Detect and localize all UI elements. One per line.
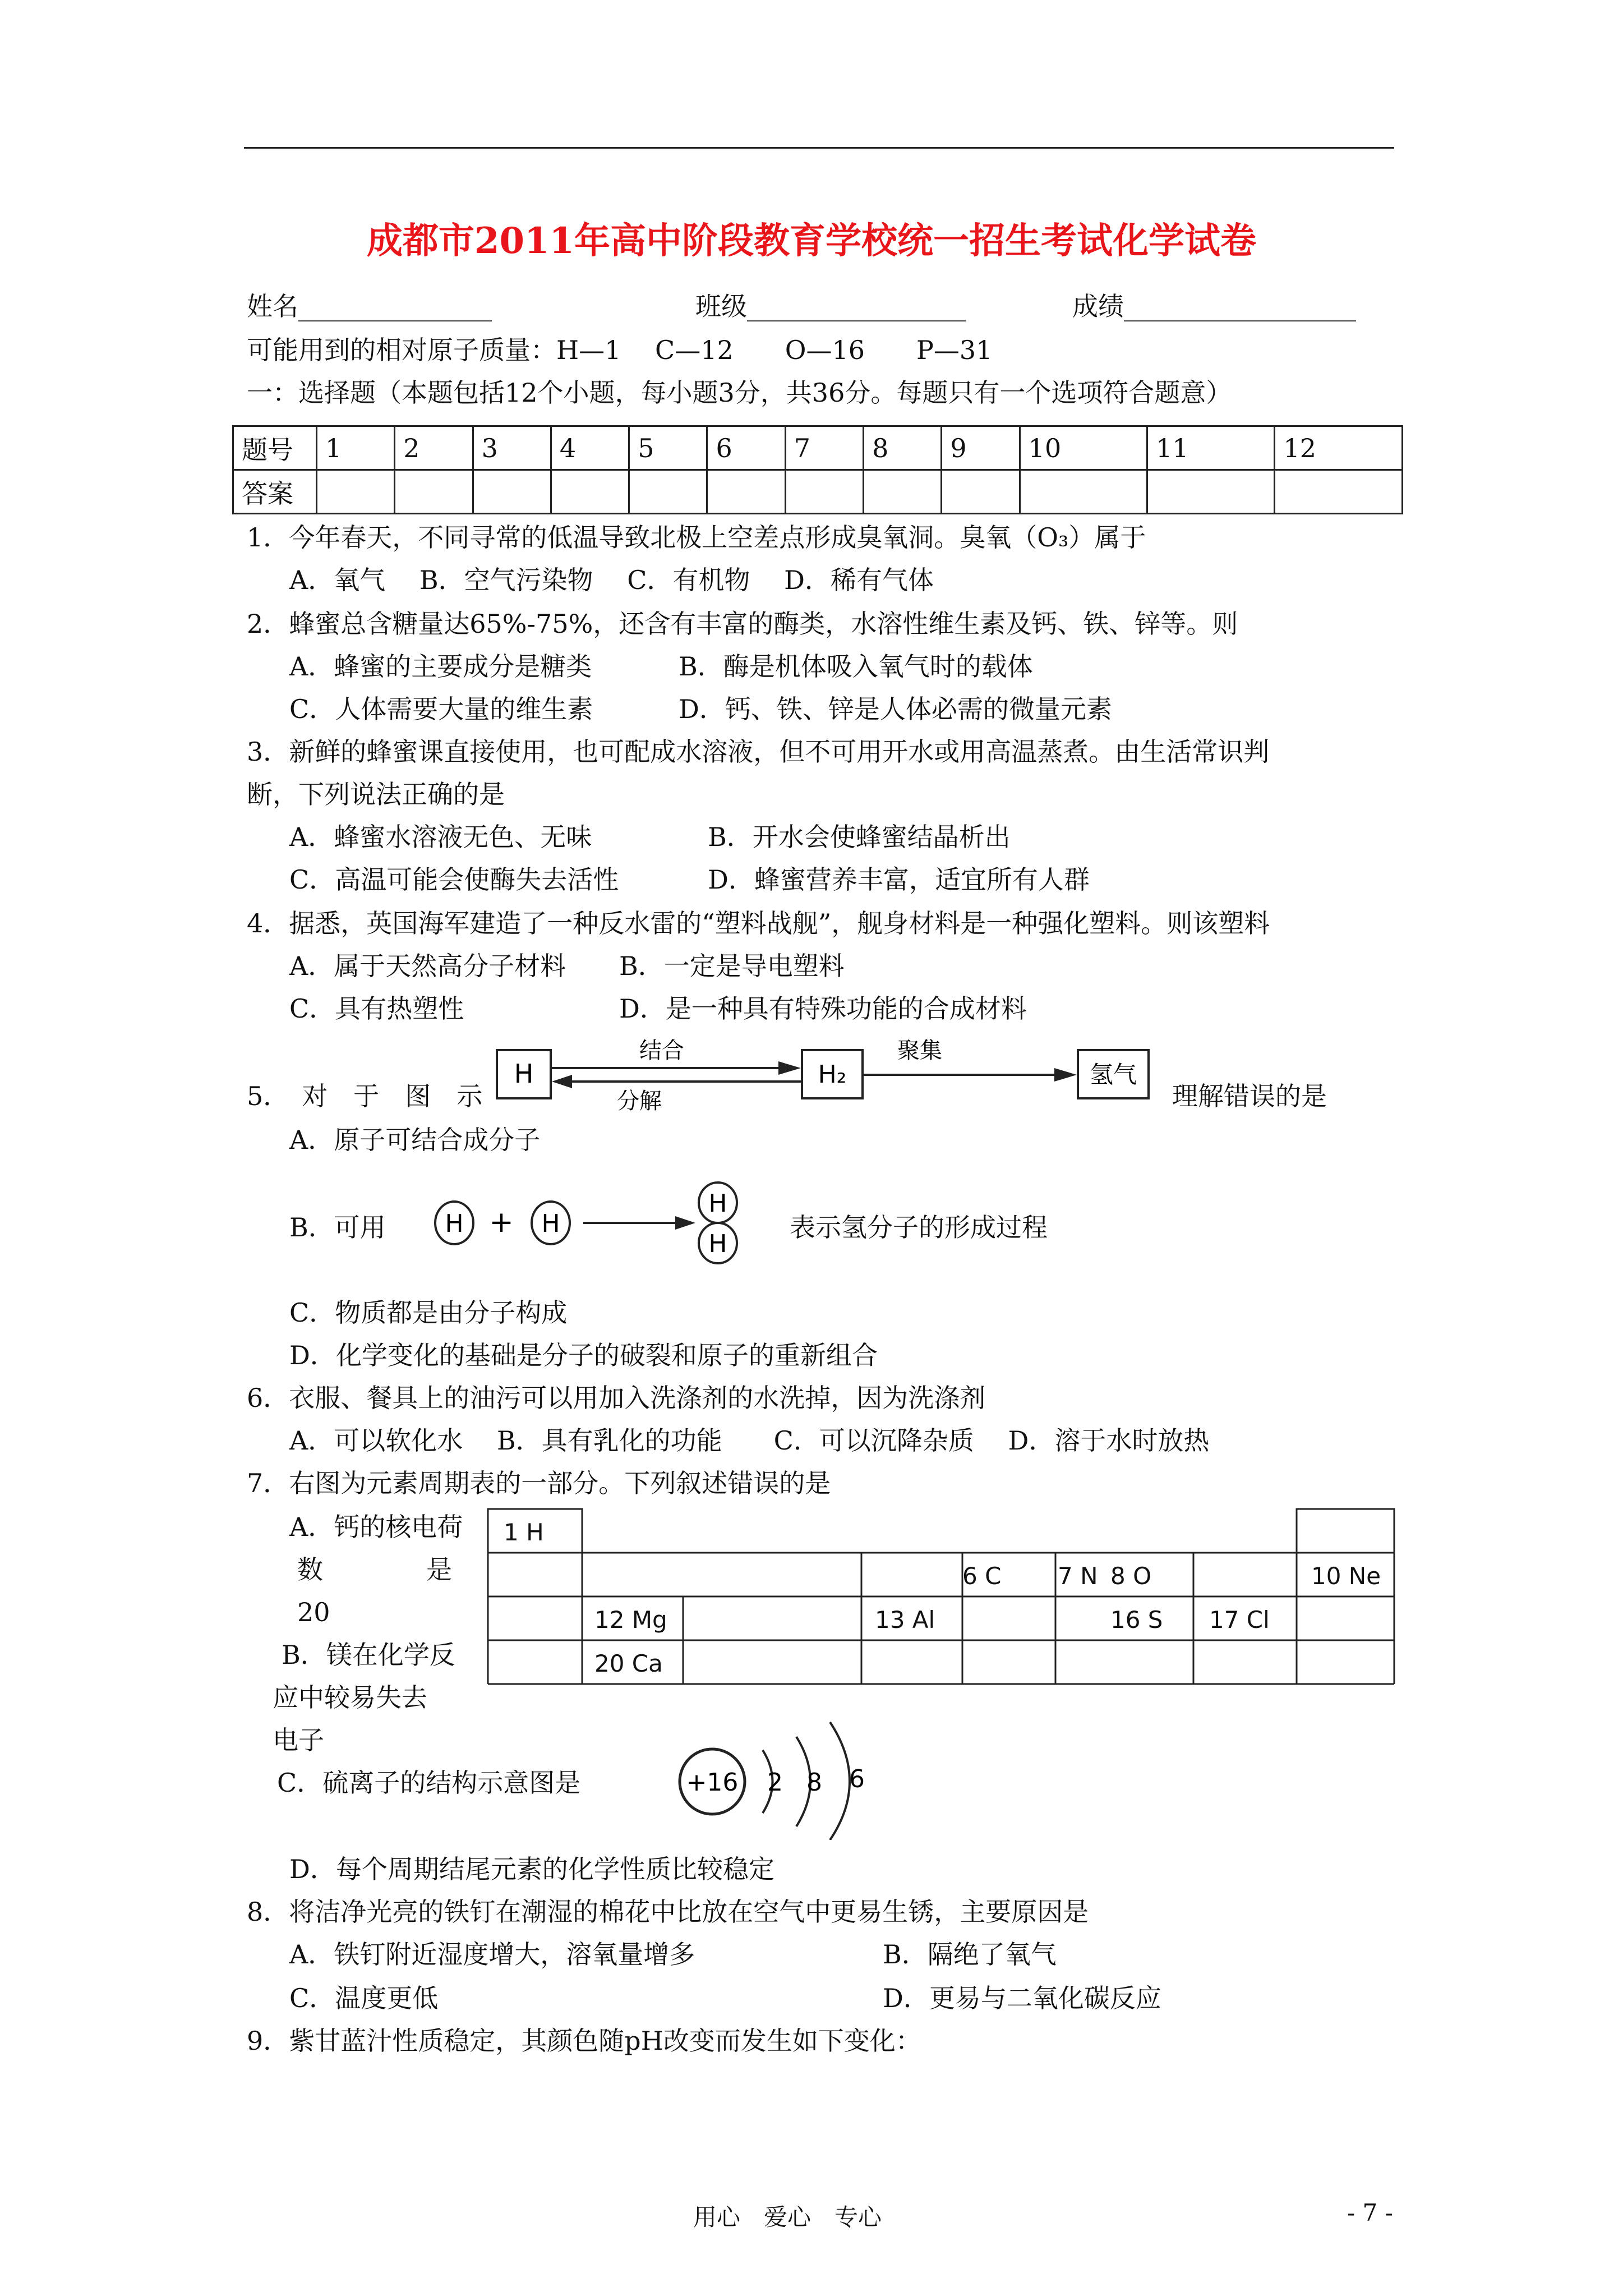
question-number: 5 [629, 426, 707, 470]
q5-option-d: D．化学变化的基础是分子的破裂和原子的重新组合 [289, 1340, 878, 1370]
q8-option-b: B．隔绝了氧气 [883, 1939, 1057, 1970]
question-number: 8 [864, 426, 942, 470]
q5-stem: 5． 对 于 图 示 [247, 1081, 483, 1111]
answer-cell[interactable] [1020, 470, 1147, 514]
question-number: 6 [707, 426, 785, 470]
shell-electron-count: 2 [767, 1768, 783, 1797]
q1-stem: 1．今年春天，不同寻常的低温导致北极上空差点形成臭氧洞。臭氧（O₃）属于 [247, 522, 1146, 553]
question-number: 9 [942, 426, 1020, 470]
q8-stem: 8．将洁净光亮的铁钉在潮湿的棉花中比放在空气中更易生锈，主要原因是 [247, 1897, 1089, 1927]
question-number: 7 [785, 426, 863, 470]
periodic-table-fragment [487, 1508, 1407, 1702]
q3-stem: 3．新鲜的蜂蜜课直接使用，也可配成水溶液，但不可用开水或用高温蒸煮。由生活常识判 [247, 737, 1270, 767]
footer-motto: 用心 爱心 专心 [693, 2203, 882, 2231]
hydrogen-flow-diagram [494, 1037, 1150, 1115]
q3-option-b: B．开水会使蜂蜜结晶析出 [708, 822, 1011, 852]
diagram-label-decompose: 分解 [617, 1088, 662, 1114]
q4-option-a: A．属于天然高分子材料 [289, 951, 566, 981]
gather-arrowhead [1054, 1068, 1077, 1082]
electron-shell [830, 1722, 850, 1840]
page-title: 成都市2011年高中阶段教育学校统一招生考试化学试卷 [366, 220, 1257, 262]
q7-stem: 7．右图为元素周期表的一部分。下列叙述错误的是 [247, 1468, 831, 1498]
question-number: 4 [551, 426, 629, 470]
q8-option-a: A．铁钉附近湿度增大，溶氧量增多 [289, 1939, 695, 1970]
q6-options: A．可以软化水 B．具有乳化的功能 C．可以沉降杂质 D．溶于水时放热 [289, 1425, 1210, 1456]
question-number: 1 [317, 426, 395, 470]
question-number: 2 [395, 426, 473, 470]
decompose-arrowhead [552, 1075, 572, 1088]
score-field: 成绩__________________ [1072, 291, 1356, 321]
q7-option-b-line1: B．镁在化学反 [282, 1640, 455, 1670]
element-hydrogen: 1 H [504, 1519, 544, 1546]
name-field: 姓名_______________ [247, 291, 492, 321]
q2-option-c: C．人体需要大量的维生素 [289, 694, 593, 724]
answer-cell[interactable] [473, 470, 551, 514]
q3-option-c: C．高温可能会使酶失去活性 [289, 864, 619, 895]
element-aluminium: 13 Al [875, 1606, 935, 1634]
element-chlorine: 17 Cl [1209, 1606, 1270, 1634]
question-number: 3 [473, 426, 551, 470]
atom-label: H [708, 1230, 727, 1258]
q7-option-a-line2: 数 是 [297, 1554, 452, 1585]
element-carbon: 6 C [962, 1562, 1002, 1590]
answer-cell[interactable] [551, 470, 629, 514]
section-heading: 一：选择题（本题包括12个小题，每小题3分，共36分。每题只有一个选项符合题意） [247, 378, 1232, 408]
q7-option-a-line1: A．钙的核电荷 [289, 1512, 463, 1542]
sulfur-ion-structure-diagram [667, 1711, 892, 1840]
page-number: - 7 - [1347, 2199, 1393, 2226]
table-row-label: 答案 [233, 470, 317, 514]
atom-label: H [541, 1209, 560, 1238]
q5-option-a: A．原子可结合成分子 [289, 1125, 541, 1155]
q7-option-c: C．硫离子的结构示意图是 [277, 1768, 581, 1798]
shell-electron-count: 6 [849, 1765, 865, 1793]
q5-stem-end: 理解错误的是 [1172, 1081, 1327, 1111]
answer-cell[interactable] [1275, 470, 1403, 514]
nucleus-charge: +16 [686, 1768, 739, 1797]
question-number: 11 [1147, 426, 1275, 470]
table-row-label: 题号 [233, 426, 317, 470]
q2-stem: 2．蜂蜜总含糖量达65%-75%，还含有丰富的酶类，水溶性维生素及钙、铁、锌等。则 [247, 609, 1238, 639]
q9-stem: 9．紫甘蓝汁性质稳定，其颜色随pH改变而发生如下变化： [247, 2026, 921, 2056]
answer-cell[interactable] [864, 470, 942, 514]
question-number: 12 [1275, 426, 1403, 470]
question-number: 10 [1020, 426, 1147, 470]
q1-options: A．氧气 B．空气污染物 C．有机物 D．稀有气体 [289, 565, 934, 595]
answer-table [232, 425, 1403, 514]
atomic-mass-line: 可能用到的相对原子质量：H—1 C—12 O—16 P—31 [247, 335, 993, 365]
atom-label: H [445, 1209, 464, 1238]
q3-stem-continued: 断，下列说法正确的是 [247, 779, 505, 809]
q3-option-d: D．蜂蜜营养丰富，适宜所有人群 [708, 864, 1090, 895]
q7-option-a-line3: 20 [297, 1597, 330, 1627]
diagram-label-h: H [514, 1059, 534, 1089]
formation-arrowhead [675, 1216, 695, 1230]
combine-arrowhead [778, 1061, 801, 1075]
q7-option-b-line2: 应中较易失去 [273, 1682, 427, 1713]
class-field: 班级_________________ [695, 291, 966, 321]
answer-cell[interactable] [1147, 470, 1275, 514]
diagram-label-combine: 结合 [639, 1038, 684, 1064]
element-oxygen: 8 O [1110, 1562, 1152, 1590]
header-rule [244, 147, 1394, 149]
q8-option-d: D．更易与二氧化碳反应 [883, 1983, 1161, 2013]
q7-option-b-line3: 电子 [273, 1725, 324, 1755]
q7-option-d: D．每个周期结尾元素的化学性质比较稳定 [289, 1854, 774, 1884]
answer-cell[interactable] [707, 470, 785, 514]
q2-option-a: A．蜂蜜的主要成分是糖类 [289, 651, 592, 682]
answer-cell[interactable] [942, 470, 1020, 514]
q5-option-b-prefix: B．可用 [289, 1212, 386, 1243]
element-magnesium: 12 Mg [594, 1606, 667, 1634]
q6-stem: 6．衣服、餐具上的油污可以用加入洗涤剂的水洗掉，因为洗涤剂 [247, 1383, 986, 1413]
answer-cell[interactable] [629, 470, 707, 514]
q4-option-b: B．一定是导电塑料 [619, 951, 845, 981]
q4-option-d: D．是一种具有特殊功能的合成材料 [619, 993, 1027, 1024]
element-nitrogen: 7 N [1058, 1562, 1098, 1590]
shell-electron-count: 8 [806, 1768, 822, 1797]
diagram-label-h2: H₂ [818, 1060, 847, 1089]
answer-cell[interactable] [395, 470, 473, 514]
q8-option-c: C．温度更低 [289, 1983, 439, 2013]
q2-option-b: B．酶是机体吸入氧气时的载体 [679, 651, 1033, 682]
answer-cell[interactable] [785, 470, 863, 514]
plus-sign: + [489, 1205, 514, 1239]
q5-option-b-suffix: 表示氢分子的形成过程 [790, 1212, 1048, 1243]
element-sulfur: 16 S [1110, 1606, 1163, 1634]
element-neon: 10 Ne [1311, 1562, 1381, 1590]
q2-option-d: D．钙、铁、锌是人体必需的微量元素 [679, 694, 1112, 724]
q5-option-c: C．物质都是由分子构成 [289, 1297, 568, 1328]
answer-cell[interactable] [317, 470, 395, 514]
atom-label: H [708, 1189, 727, 1218]
q4-option-c: C．具有热塑性 [289, 993, 464, 1024]
q3-option-a: A．蜂蜜水溶液无色、无味 [289, 822, 592, 852]
element-calcium: 20 Ca [594, 1650, 663, 1677]
diagram-label-gather: 聚集 [897, 1038, 942, 1064]
q4-stem: 4．据悉，英国海军建造了一种反水雷的“塑料战舰”，舰身材料是一种强化塑料。则该塑料 [247, 908, 1270, 938]
diagram-label-hydrogen-gas: 氢气 [1089, 1061, 1137, 1088]
hydrogen-molecule-formation [432, 1172, 768, 1273]
